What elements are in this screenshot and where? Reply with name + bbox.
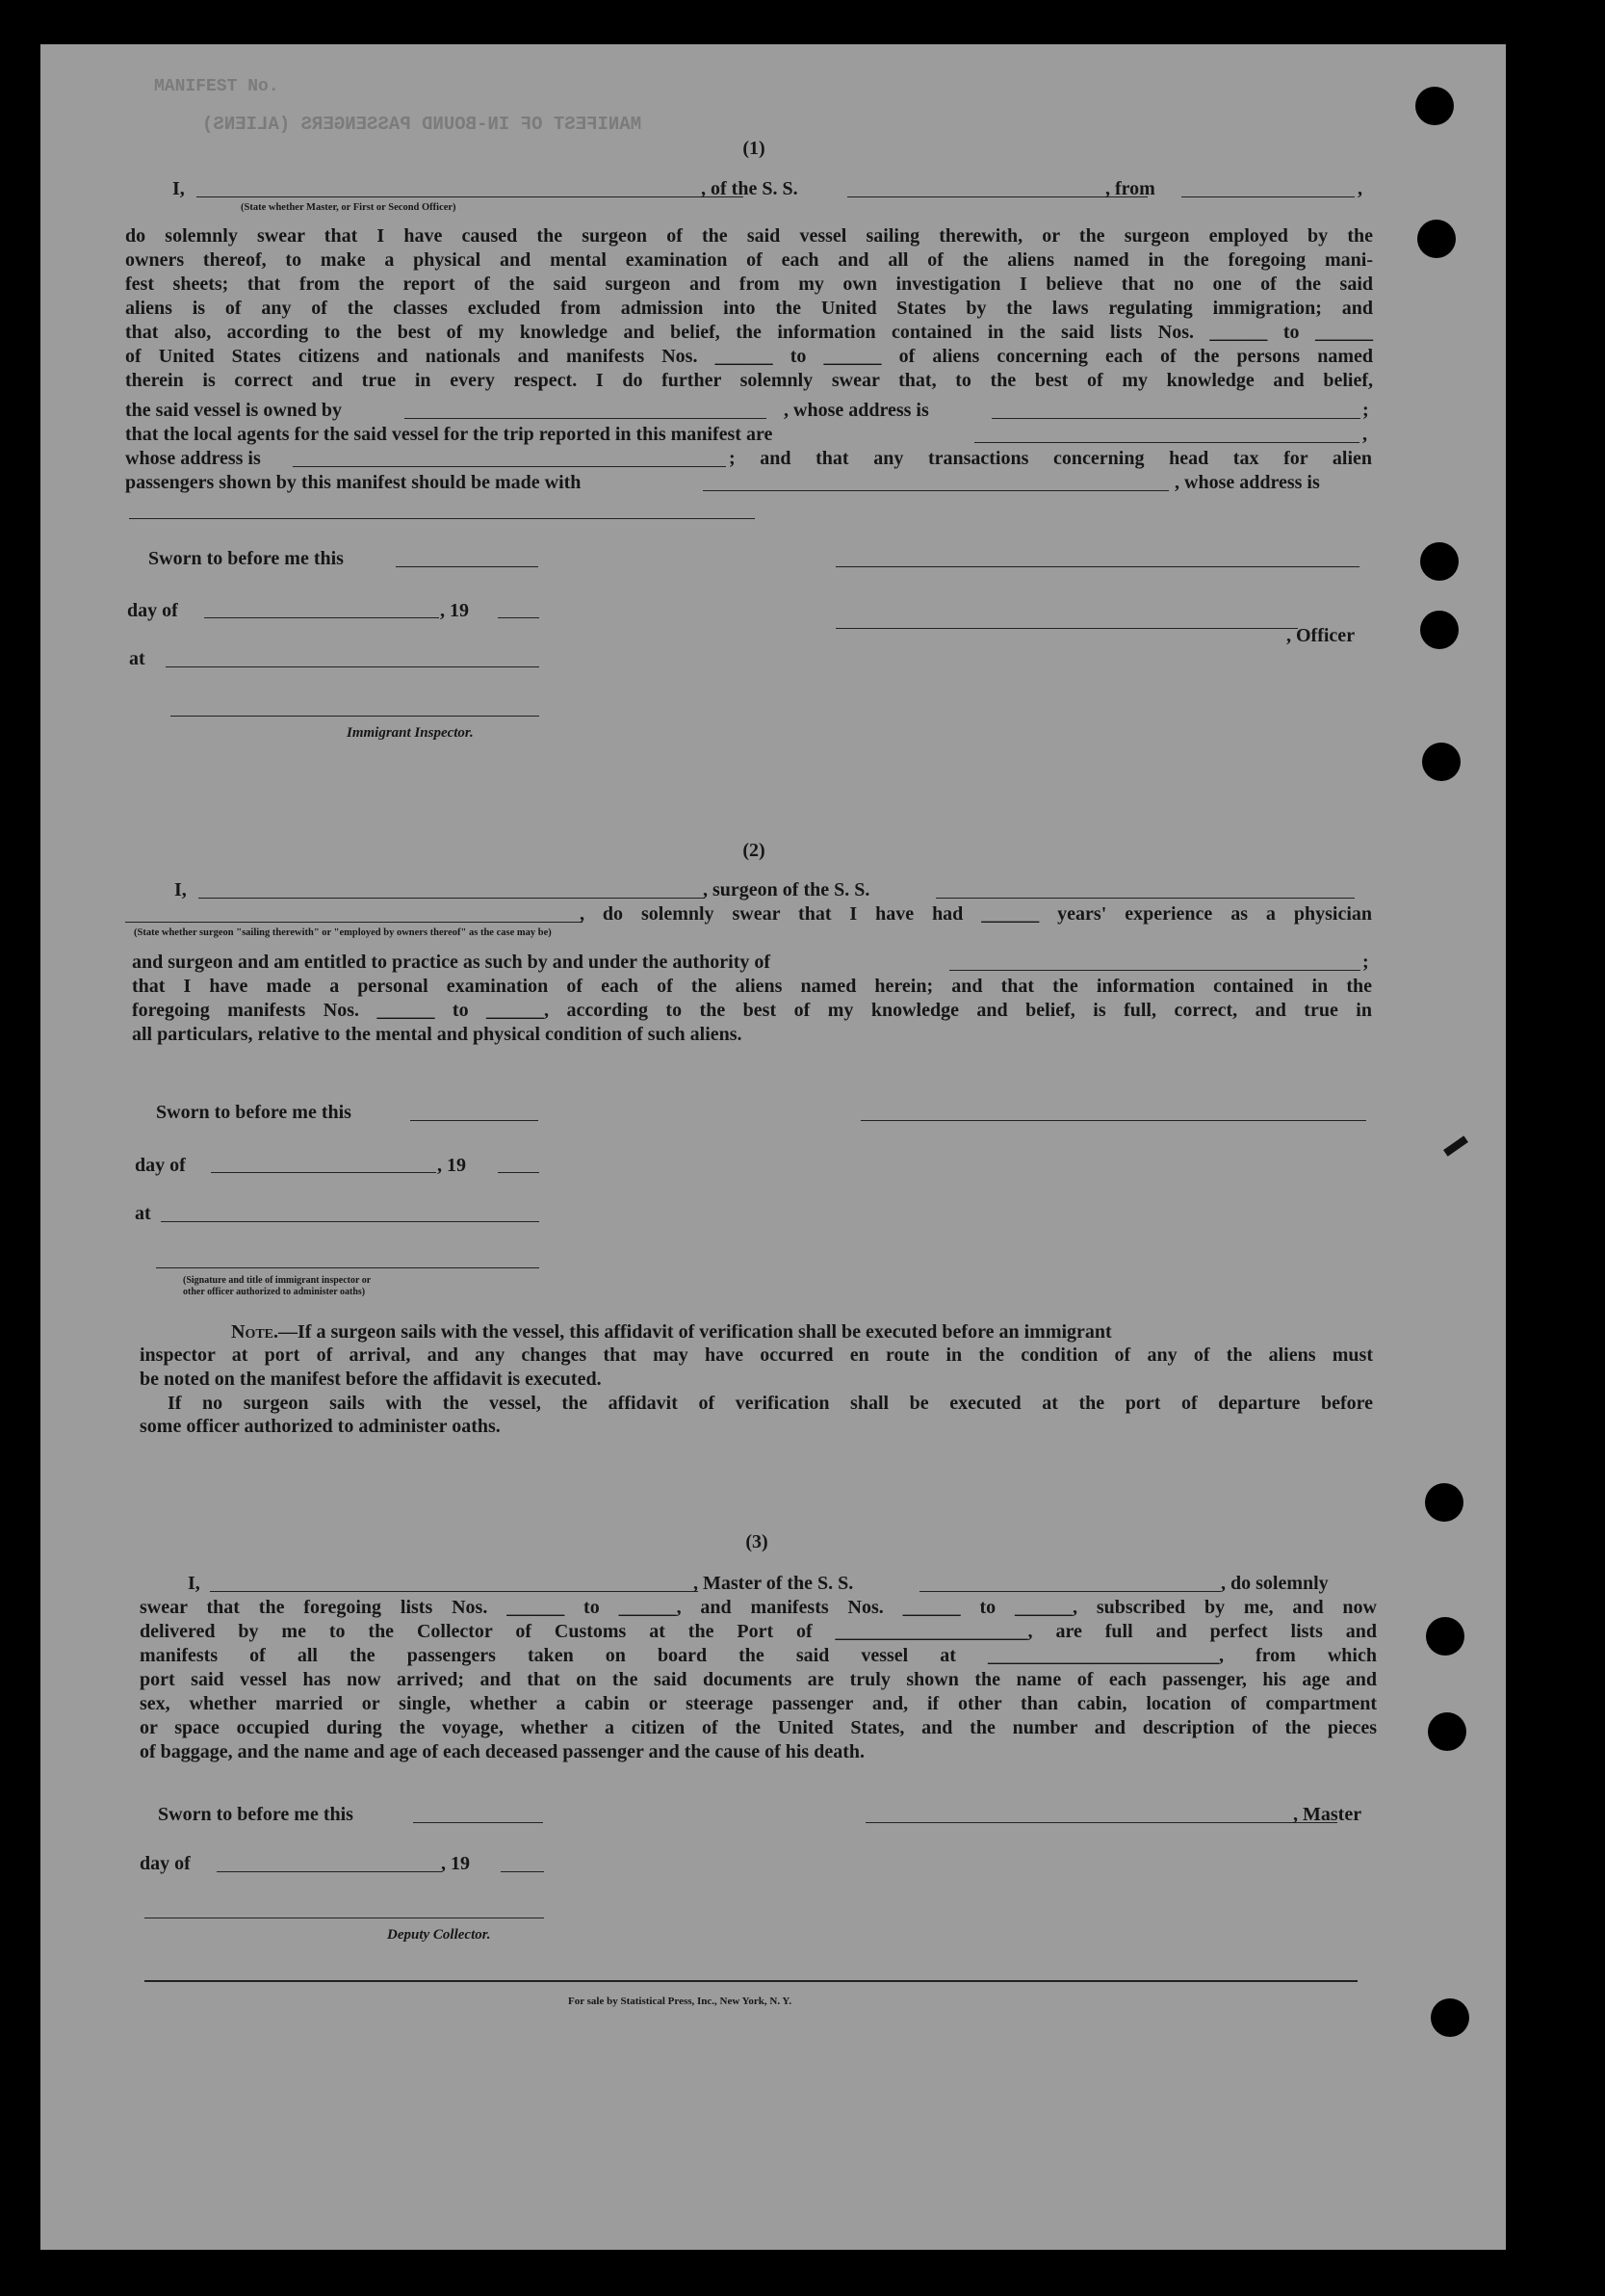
s3-sworn-line bbox=[413, 1822, 543, 1823]
s1-headtax-line bbox=[703, 490, 1169, 491]
s2-signature-line bbox=[861, 1120, 1366, 1121]
s3-solemnly: , do solemnly bbox=[1221, 1573, 1329, 1594]
s3-year: , 19 bbox=[441, 1853, 470, 1874]
footer-printer: For sale by Statistical Press, Inc., New York, N. Y. bbox=[568, 1996, 792, 2007]
ink-mark bbox=[1443, 1135, 1468, 1156]
s1-at-line bbox=[166, 666, 539, 667]
s2-note-4: If no surgeon sails with the vessel, the affidavit of verification shall be executed at the port of departure before bbox=[168, 1393, 1373, 1414]
s2-body-2: that I have made a personal examination of each of the aliens named herein; and that the information contained in the bbox=[132, 976, 1372, 997]
binder-hole-icon bbox=[1417, 220, 1456, 258]
s2-note-1: Note.—If a surgeon sails with the vessel, this affidavit of verification shall be executed before an immigrant bbox=[231, 1321, 1112, 1343]
s2-note-2: inspector at port of arrival, and any changes that may have occurred en route in the condition of any of the aliens must bbox=[140, 1344, 1373, 1366]
s1-owner-line bbox=[404, 418, 766, 419]
binder-hole-icon bbox=[1422, 743, 1461, 781]
s1-caption: (State whether Master, or First or Second Officer) bbox=[241, 202, 456, 213]
s1-sworn-line bbox=[396, 566, 538, 567]
s3-deputy: Deputy Collector. bbox=[387, 1927, 491, 1943]
s1-address-line-3 bbox=[129, 518, 755, 519]
s2-sworn: Sworn to before me this bbox=[156, 1102, 351, 1123]
s3-vessel-line bbox=[919, 1591, 1221, 1592]
s2-body-1: and surgeon and am entitled to practice as such by and under the authority of bbox=[132, 952, 771, 973]
s2-authority-line bbox=[949, 970, 1360, 971]
s2-swear: , do solemnly swear that I have had ______ years' experience as a physician bbox=[580, 903, 1372, 925]
binder-hole-icon bbox=[1426, 1617, 1464, 1656]
s2-year: , 19 bbox=[437, 1155, 466, 1176]
s1-whose-address-2: whose address is bbox=[125, 448, 261, 469]
s3-master-line bbox=[866, 1822, 1337, 1823]
s2-inspector-line bbox=[156, 1267, 539, 1268]
s1-inspector-line bbox=[170, 716, 539, 717]
s1-agents-line bbox=[974, 442, 1359, 443]
s2-day-line bbox=[211, 1172, 436, 1173]
s2-at-line bbox=[161, 1221, 539, 1222]
s1-year: , 19 bbox=[440, 600, 469, 621]
binder-hole-icon bbox=[1428, 1712, 1466, 1751]
binder-hole-icon bbox=[1431, 1998, 1469, 2037]
s2-caption: (State whether surgeon "sailing therewith" or "employed by owners thereof" as the case may be) bbox=[134, 927, 552, 938]
s3-name-line bbox=[210, 1591, 698, 1592]
s3-master-of: , Master of the S. S. bbox=[693, 1573, 854, 1594]
s1-comma: , bbox=[1358, 178, 1362, 199]
s1-of-ss-label: , of the S. S. bbox=[701, 178, 798, 199]
s2-name-line bbox=[198, 898, 705, 899]
s1-passengers: passengers shown by this manifest should be made with bbox=[125, 472, 582, 493]
binder-hole-icon bbox=[1415, 87, 1454, 125]
s1-vessel-line bbox=[847, 196, 1148, 197]
s1-whose-address-3: , whose address is bbox=[1175, 472, 1320, 493]
s2-note-3: be noted on the manifest before the affidavit is executed. bbox=[140, 1369, 602, 1390]
s1-from-label: , from bbox=[1105, 178, 1155, 199]
s1-head-tax: ; and that any transactions concerning head tax for alien bbox=[729, 448, 1372, 469]
section-1-number: (1) bbox=[742, 138, 765, 159]
s1-at: at bbox=[129, 648, 145, 669]
s2-sig-caption-2: other officer authorized to administer oaths) bbox=[183, 1287, 366, 1297]
s3-sworn: Sworn to before me this bbox=[158, 1804, 353, 1825]
section-3-number: (3) bbox=[745, 1531, 768, 1552]
s1-day-line bbox=[204, 617, 439, 618]
s1-address-line-2 bbox=[293, 466, 726, 467]
s2-note-label: Note. bbox=[231, 1321, 279, 1343]
s1-i-label: I, bbox=[172, 178, 185, 199]
s1-day-of: day of bbox=[127, 600, 178, 621]
s2-i-label: I, bbox=[174, 879, 187, 900]
s3-i-label: I, bbox=[188, 1573, 200, 1594]
s2-at: at bbox=[135, 1203, 151, 1224]
s2-sig-caption-1: (Signature and title of immigrant inspector or bbox=[183, 1275, 372, 1286]
s1-agents: that the local agents for the said vessel for the trip reported in this manifest are bbox=[125, 424, 773, 445]
s3-master: , Master bbox=[1293, 1804, 1362, 1825]
s3-day-of: day of bbox=[140, 1853, 191, 1874]
faint-mirrored-header: MANIFEST OF IN-BOUND PASSENGERS (ALIENS) bbox=[202, 114, 642, 135]
manifest-page: MANIFEST No. MANIFEST OF IN-BOUND PASSENGERS (ALIENS) (1) I, , of the S. S. , from , (State whether Master, or First or Second Officer) do solemnly swear that I have caused the surgeon of the said vessel sailing therewith, or the surgeon employed by the owners thereof, to make a physical and mental examination of each and all of the aliens named in the foregoing mani- fest sheets; that from the report of the said surgeon and from my own investigation I believe that no one of the said aliens is of any of the classes excluded from admission into the United States by the laws regulating immigration; and that also, according to the best of my knowledge and belief, the information contained in the said lists Nos. ______ to ______ of United States citizens and nationals and manifests Nos. ______ to ______ of aliens concerning each of the persons named therein is correct and true in every respect. I do further solemnly swear that, to the best of my knowledge and belief, the said vessel is owned by , whose address is ; that the local agents for the said vessel for the trip reported in this manifest are , whose address is ; and that any transactions concerning head tax for alien passengers shown by this manifest should be made with , whose address is Sworn to before me this day of , 19 , Officer at Immigrant Inspector. (2) I, , surgeon of the S. S. , do solemnly swear that I have had ______ years' experience as a physician (State whether surgeon "sailing therewith" or "employed by owners thereof" as the case may be) and surgeon and am entitled to practice as such by and under the authority of ; that I have made a personal examination of each of the aliens named herein; and that the information contained in the foregoing manifests Nos. ______ to ______, according to the best of my knowledge and belief, is full, correct, and true in all particulars, relative to the mental and physical condition of such aliens. Sworn to before me this day of , 19 at (Signature and title of immigrant inspector or other officer authorized to administer oaths) Note.—If a surgeon sails with the vessel, this affidavit of verification shall be executed before an immigrant inspector at port of arrival, and any changes that may have occurred en route in the condition of any of the aliens must be noted on the manifest before the affidavit is executed. If no surgeon sails with the vessel, the affidavit of verification shall be executed at the port of departure before some officer authorized to administer oaths. (3) I, , Master of the S. S. , do solemnly swear that the foregoing lists Nos. ______ to ______, and manifests Nos. ______ to ______, subscribed by me, and now delivered by me to the Collector of Customs at the Port of ____________________, are full and perfect lists and manifests of all the passengers taken on board the said vessel at ________________________, from which port said vessel has now arrived; and that on the said documents are truly shown the name of each passenger, his age and sex, whether married or single, whether a cabin or steerage passenger and, if other than cabin, location of compartment or space occupied during the voyage, whether a citizen of the United States, and the number and description of the pieces of baggage, and the name and age of each deceased passenger and the cause of his death. Sworn to before me this , Master day of , 19 Deputy Collector. For sale by Statistical Press, Inc., New York, N. Y. bbox=[40, 44, 1506, 2250]
s1-sworn: Sworn to before me this bbox=[148, 548, 344, 569]
s1-address-line-1 bbox=[992, 418, 1360, 419]
s2-surgeon: , surgeon of the S. S. bbox=[703, 879, 870, 900]
s1-body: do solemnly swear that I have caused the surgeon of the said vessel sailing therewith, or the surgeon employed by the owners thereof, to make a physical and mental examination of each and all of the aliens named in the foregoing mani- fest sheets; that from the report of the said surgeon and from my own investigation I believe that no one of the said aliens is of any of the classes excluded from admission into the United States by the laws regulating immigration; and that also, according to the best of my knowledge and belief, the information contained in the said lists Nos. ______ to ______ of United States citizens and nationals and manifests Nos. ______ to ______ of aliens concerning each of the persons named therein is correct and true in every respect. I do further solemnly swear that, to the best of my knowledge and belief, bbox=[125, 225, 1373, 391]
s1-whose-address-1: , whose address is bbox=[784, 400, 929, 421]
s2-body-3: foregoing manifests Nos. ______ to ______, according to the best of my knowledge and belief, is full, correct, and true in bbox=[132, 1000, 1372, 1021]
s1-officer: , Officer bbox=[1286, 625, 1356, 646]
s1-owned-by: the said vessel is owned by bbox=[125, 400, 343, 421]
s2-day-of: day of bbox=[135, 1155, 186, 1176]
binder-hole-icon bbox=[1420, 542, 1459, 581]
s2-sworn-line bbox=[410, 1120, 538, 1121]
s1-officer-line bbox=[836, 628, 1298, 629]
s3-day-line bbox=[217, 1871, 442, 1872]
s1-inspector: Immigrant Inspector. bbox=[347, 725, 474, 741]
s1-name-line bbox=[196, 196, 743, 197]
s2-note-5: some officer authorized to administer oaths. bbox=[140, 1416, 501, 1437]
faint-manifest-number: MANIFEST No. bbox=[154, 77, 279, 96]
s3-body: swear that the foregoing lists Nos. ______ to ______, and manifests Nos. ______ to ______, subscribed by me, and now delivered by me to the Collector of Customs at the Port of ____________________, are full and perfect lists and manifests of all the passengers taken on board the said vessel at ________________________, from which port said vessel has now arrived; and that on the said documents are truly shown the name of each passenger, his age and sex, whether married or single, whether a cabin or steerage passenger and, if other than cabin, location of compartment or space occupied during the voyage, whether a citizen of the United States, and the number and description of the pieces bbox=[140, 1597, 1377, 1738]
s2-vessel-line bbox=[936, 898, 1355, 899]
s2-status-line bbox=[125, 922, 582, 923]
section-2-number: (2) bbox=[742, 840, 765, 861]
footer-rule bbox=[144, 1980, 1358, 1982]
binder-hole-icon bbox=[1425, 1483, 1463, 1522]
s3-body-last: of baggage, and the name and age of each deceased passenger and the cause of his death. bbox=[140, 1741, 865, 1762]
binder-hole-icon bbox=[1420, 611, 1459, 649]
s1-signature-line bbox=[836, 566, 1359, 567]
s1-from-line bbox=[1181, 196, 1355, 197]
s2-body-4: all particulars, relative to the mental and physical condition of such aliens. bbox=[132, 1024, 742, 1045]
